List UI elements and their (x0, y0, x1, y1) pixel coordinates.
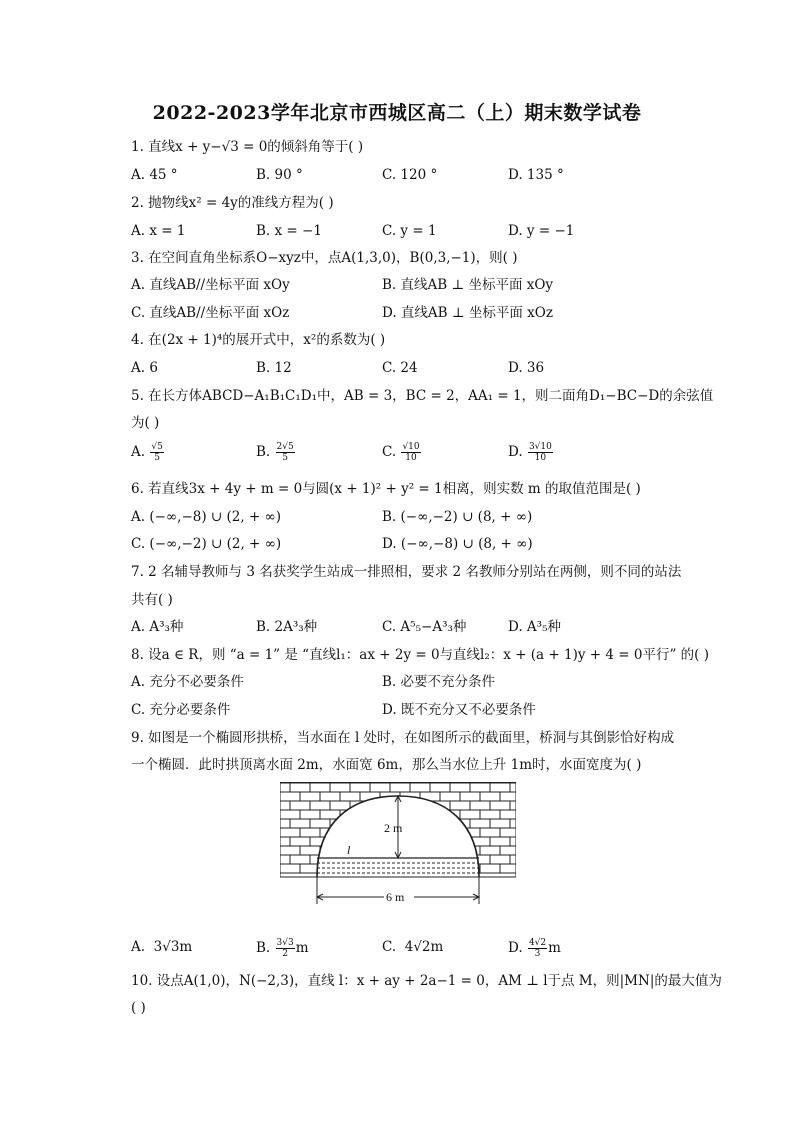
height-label: 2 m (384, 821, 403, 835)
question-7-option-c: C. A⁵₅−A³₃种 (382, 619, 467, 635)
question-2-option-c: C. y = 1 (382, 223, 437, 239)
question-2-option-b: B. x = −1 (256, 223, 322, 239)
question-9-option-d: D. $\frac{4√2}{3}$ m (508, 938, 561, 959)
question-3-option-c: C. 直线AB//坐标平面 xOz (131, 305, 290, 321)
question-3-stem: 3. 在空间直角坐标系O−xyz中，点A(1,3,0)，B(0,3,−1)，则( ) (131, 250, 518, 266)
question-5-option-c: C. $\frac{√10}{10}$ (382, 442, 420, 463)
question-6-stem: 6. 若直线3x + 4y + m = 0与圆(x + 1)² + y² = 1相离，则实数 m 的取值范围是( ) (131, 481, 641, 497)
question-6-option-a: A. (−∞,−8) ∪ (2, + ∞) (131, 509, 282, 525)
question-9-option-b: B. $\frac{3√3}{2}$ m (256, 938, 309, 959)
question-1-option-a: A. 45 ° (131, 167, 178, 183)
question-6-option-d: D. (−∞,−8) ∪ (8, + ∞) (382, 536, 533, 552)
question-5-option-b: B. $\frac{2√5}{5}$ (256, 442, 294, 463)
question-5-option-d: D. $\frac{3√10}{10}$ (508, 442, 552, 463)
question-10-stem-cont: ( ) (131, 1000, 146, 1016)
width-label: 6 m (386, 890, 405, 904)
question-4-stem: 4. 在(2x + 1)⁴的展开式中，x²的系数为( ) (131, 332, 386, 348)
question-6-option-c: C. (−∞,−2) ∪ (2, + ∞) (131, 536, 282, 552)
question-2-stem: 2. 抛物线x² = 4y的准线方程为( ) (131, 195, 334, 211)
question-10-stem: 10. 设点A(1,0)，N(−2,3)，直线 l：x + ay + 2a−1 = 0，AM ⊥ l于点 M，则|MN|的最大值为 (131, 973, 722, 989)
question-9-stem-cont: 一个椭圆．此时拱顶离水面 2m，水面宽 6m，那么当水位上升 1m时，水面宽度为( ) (131, 757, 642, 773)
water-line-label: l (347, 843, 351, 857)
question-8-option-a: A. 充分不必要条件 (131, 674, 244, 690)
question-1-option-c: C. 120 ° (382, 167, 438, 183)
question-3-option-b: B. 直线AB ⊥ 坐标平面 xOy (382, 277, 554, 293)
water-surface (317, 863, 479, 873)
question-1-stem: 1. 直线x + y−√3 = 0的倾斜角等于( ) (131, 139, 364, 155)
question-3-option-a: A. 直线AB//坐标平面 xOy (131, 277, 290, 293)
question-4-option-c: C. 24 (382, 360, 418, 376)
question-1-option-b: B. 90 ° (256, 167, 303, 183)
question-8-stem: 8. 设a ∈ R，则 “a = 1” 是 “直线l₁：ax + 2y = 0与直线l₂：x + (a + 1)y + 4 = 0平行” 的( ) (131, 647, 709, 663)
question-7-option-b: B. 2A³₃种 (256, 619, 318, 635)
question-5-stem-cont: 为( ) (131, 415, 160, 431)
question-8-option-d: D. 既不充分又不必要条件 (382, 702, 536, 718)
question-4-option-d: D. 36 (508, 360, 545, 376)
question-8-option-c: C. 充分必要条件 (131, 702, 231, 718)
question-4-option-b: B. 12 (256, 360, 292, 376)
question-4-option-a: A. 6 (131, 360, 158, 376)
question-5-option-a: A. $\frac{√5}{5}$ (131, 442, 163, 463)
question-7-stem-cont: 共有( ) (131, 592, 173, 608)
question-9-option-a: A. 3√3m (131, 939, 193, 955)
page-title: 2022-2023学年北京市西城区高二（上）期末数学试卷 (152, 102, 642, 124)
question-9-stem: 9. 如图是一个椭圆形拱桥，当水面在 l 处时，在如图所示的截面里，桥洞与其倒影恰好构成 (131, 730, 675, 746)
question-2-option-d: D. y = −1 (508, 223, 575, 239)
question-3-option-d: D. 直线AB ⊥ 坐标平面 xOz (382, 305, 553, 321)
question-6-option-b: B. (−∞,−2) ∪ (8, + ∞) (382, 509, 533, 525)
question-7-option-a: A. A³₃种 (131, 619, 184, 635)
question-7-stem: 7. 2 名辅导教师与 3 名获奖学生站成一排照相，要求 2 名教师分别站在两侧，则不同的站法 (131, 564, 682, 580)
question-8-option-b: B. 必要不充分条件 (382, 674, 496, 690)
question-2-option-a: A. x = 1 (131, 223, 186, 239)
question-1-option-d: D. 135 ° (508, 167, 564, 183)
question-5-stem: 5. 在长方体ABCD−A₁B₁C₁D₁中，AB = 3，BC = 2，AA₁ = 1，则二面角D₁−BC−D的余弦值 (131, 388, 714, 404)
question-9-option-c: C. 4√2m (382, 939, 444, 955)
question-7-option-d: D. A³₅种 (508, 619, 561, 635)
bridge-figure (280, 782, 516, 908)
